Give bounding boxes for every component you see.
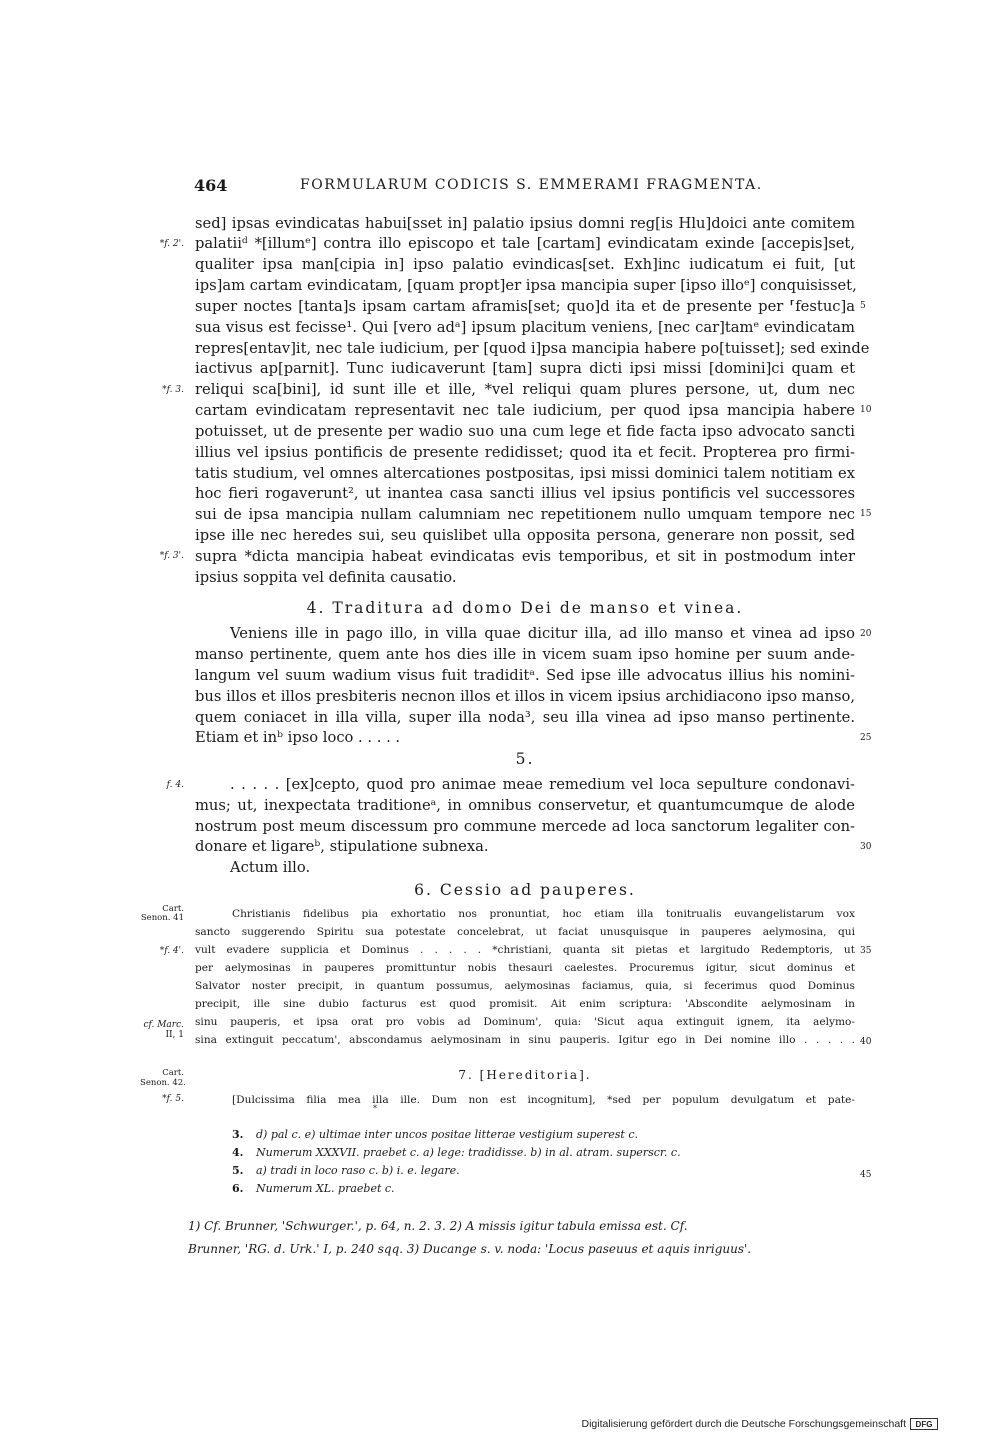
- section-7-title: 7. [Hereditoria].: [458, 1068, 592, 1082]
- footnote-line: Brunner, 'RG. d. Urk.' I, p. 240 sqq. 3) Ducange s. v. noda: 'Locus paseuus et aquis inriguus'.: [188, 1242, 752, 1256]
- source-reference: Cart.: [162, 904, 184, 914]
- source-reference: Cart.: [162, 1068, 184, 1078]
- text-line: quem coniacet in illa villa, super illa noda³, seu illa vinea ad ipso manso pertinente.: [195, 709, 855, 726]
- text-line: sua visus est fecisse¹. Qui [vero adᵃ] ipsum placitum veniens, [nec car]tamᵉ evindicatam: [195, 319, 855, 336]
- text-line: illius vel ipsius pontificis de presente redidisset; quod ita et fecit. Propterea pro firmi-: [195, 444, 855, 461]
- text-line: sina extinguit peccatum', abscondamus aelymosinam in sinu pauperis. Igitur ego in Dei nomine illo . . . . .: [195, 1034, 855, 1046]
- text-line: Christianis fidelibus pia exhortatio nos pronuntiat, hoc etiam illa tonitrualis euvangelistarum vox: [232, 908, 855, 920]
- text-line: sinu pauperis, et ipsa orat pro vobis ad Dominum', quia: 'Sicut aqua extinguit ignem, ita aelymo-: [195, 1016, 855, 1028]
- text-line: reliqui sca[bini], id sunt ille et ille, *vel reliqui quam plures persone, ut, dum nec: [195, 381, 855, 398]
- cross-reference: cf. Marc.: [143, 1020, 184, 1030]
- page-number: 464: [194, 176, 228, 195]
- text-line: hoc fieri rogaverunt², ut inantea casa sancti illius vel ipsius pontificis vel successores: [195, 485, 855, 502]
- line-number: 45: [860, 1170, 872, 1180]
- digitization-footer: [581, 1418, 938, 1430]
- text-line: sancto suggerendo Spiritu sua potestate concelebrat, ut faciat unusquisque in pauperes aelymosina, qui: [195, 926, 855, 938]
- text-line: qualiter ipsa man[cipia in] ipso palatio evindicas[set. Exh]inc iudicatum ei fuit, [ut: [195, 256, 855, 273]
- cross-reference: II, 1: [165, 1030, 184, 1040]
- text-line: vult evadere supplicia et Dominus . . . . . *christiani, quanta sit pietas et largitudo Redemptoris, ut: [195, 944, 855, 956]
- text-line: iactivus ap[parnit]. Tunc iudicaverunt [tam] supra dicti ipsi missi [domini]ci quam et: [195, 360, 855, 377]
- text-line: Actum illo.: [230, 859, 311, 876]
- text-line: manso pertinente, quem ante hos dies ille in vicem suam ipso homine per suum ande-: [195, 646, 855, 663]
- critical-apparatus: [232, 1126, 832, 1198]
- line-number: 5: [860, 301, 866, 311]
- folio-marker: *f. 5.: [162, 1094, 184, 1104]
- text-line: sui de ipsa mancipia nullam calumniam nec repetitionem nullo umquam tempore nec: [195, 506, 855, 523]
- line-number: 10: [860, 405, 872, 415]
- text-line: langum vel suum wadium visus fuit tradiditᵃ. Sed ipse ille advocatus illius his nomini-: [195, 667, 855, 684]
- footnote-line: 1) Cf. Brunner, 'Schwurger.', p. 64, n. 2. 3. 2) A missis igitur tabula emissa est. Cf.: [188, 1219, 688, 1233]
- text-line: tatis studium, vel omnes altercationes postpositas, ipsi missi dominici talem notitiam ex: [195, 465, 855, 482]
- text-line: precipit, ille sine dubio facturus est quod promisit. Ait enim scriptura: 'Abscondite aelymosinam in: [195, 998, 855, 1010]
- critical-note: 5. a) tradi in loco raso c. b) i. e. legare.: [232, 1164, 460, 1177]
- section-5-title: 5.: [515, 750, 535, 768]
- text-line: . . . . . [ex]cepto, quod pro animae meae remedium vel loca sepulture condonavi-: [230, 776, 855, 793]
- text-line: nostrum post meum discessum pro commune mercede ad loca sanctorum legaliter con-: [195, 818, 855, 835]
- text-line: sed] ipsas evindicatas habui[sset in] palatio ipsius domni reg[is Hlu]doici ante comitem: [195, 215, 855, 232]
- text-line: potuisset, ut de presente per wadio suo una cum lege et fide facta ipso advocato sancti: [195, 423, 855, 440]
- text-line: ipsius soppita vel definita causatio.: [195, 569, 457, 586]
- folio-marker: *f. 4'.: [159, 946, 184, 956]
- critical-note: 6. Numerum XL. praebet c.: [232, 1182, 395, 1195]
- asterisk-mark: *: [373, 1104, 377, 1113]
- folio-marker: f. 4.: [166, 780, 184, 790]
- text-line: Salvator noster precipit, in quantum possumus, aelymosinas faciamus, quia, si fecerimus quod Dominus: [195, 980, 855, 992]
- line-number: 30: [860, 842, 872, 852]
- folio-marker: *f. 2'.: [159, 239, 184, 249]
- text-line: donare et ligareᵇ, stipulatione subnexa.: [195, 838, 489, 855]
- source-reference: Senon. 42.: [140, 1078, 186, 1088]
- folio-marker: *f. 3'.: [159, 551, 184, 561]
- line-number: 15: [860, 509, 872, 519]
- critical-note: 3. d) pal c. e) ultimae inter uncos positae litterae vestigium superest c.: [232, 1128, 638, 1141]
- critical-note: 4. Numerum XXXVII. praebet c. a) lege: tradidisse. b) in al. atram. superscr. c.: [232, 1146, 681, 1159]
- text-line: palatiiᵈ *[illumᵉ] contra illo episcopo et tale [cartam] evindicatam exinde [accepis]set,: [195, 235, 855, 252]
- text-line: bus illos et illos presbiteris necnon illos et illos in vicem ipsius archidiacono ipso manso,: [195, 688, 855, 705]
- text-line: cartam evindicatam representavit nec tale iudicium, per quod ipsa mancipia habere: [195, 402, 855, 419]
- section-6-title: 6. Cessio ad pauperes.: [414, 881, 636, 899]
- text-line: Veniens ille in pago illo, in villa quae dicitur illa, ad illo manso et vinea ad ipso: [230, 625, 855, 642]
- text-line: ipse ille nec heredes sui, seu quislibet ulla opposita persona, generare non possit, sed: [195, 527, 855, 544]
- text-line: Etiam et inᵇ ipso loco . . . . .: [195, 729, 401, 746]
- line-number: 35: [860, 946, 872, 956]
- text-line: [Dulcissima filia mea illa ille. Dum non est incognitum], *sed per populum devulgatum et pate-: [232, 1094, 855, 1106]
- running-head: FORMULARUM CODICIS S. EMMERAMI FRAGMENTA.: [300, 177, 763, 193]
- source-reference: Senon. 41: [140, 913, 184, 923]
- text-line: repres[entav]it, nec tale iudicium, per [quod i]psa mancipia habere po[tuisset]; sed exinde: [195, 340, 870, 357]
- dfg-logo: DFG: [910, 1418, 938, 1430]
- line-number: 20: [860, 629, 872, 639]
- section-4-title: 4. Traditura ad domo Dei de manso et vinea.: [306, 599, 744, 617]
- text-line: per aelymosinas in pauperes promittuntur nobis thesauri caelestes. Procuremus igitur, sicut dominus et: [195, 962, 855, 974]
- text-line: ips]am cartam evindicatam, [quam propt]er ipsa mancipia super [ipso illoᵉ] conquisisset,: [195, 277, 857, 294]
- footer-text: Digitalisierung gefördert durch die Deutsche Forschungsgemeinschaft: [581, 1418, 906, 1430]
- text-line: supra *dicta mancipia habeat evindicatas evis temporibus, et sit in postmodum inter: [195, 548, 855, 565]
- text-line: mus; ut, inexpectata traditioneᵃ, in omnibus conservetur, et quantumcumque de alode: [195, 797, 855, 814]
- page-header: [0, 176, 1000, 200]
- line-number: 25: [860, 733, 872, 743]
- line-number: 40: [860, 1037, 872, 1047]
- text-line: super noctes [tanta]s ipsam cartam aframis[set; quo]d ita et de presente per ⸢festuc]a: [195, 298, 855, 315]
- folio-marker: *f. 3.: [162, 385, 184, 395]
